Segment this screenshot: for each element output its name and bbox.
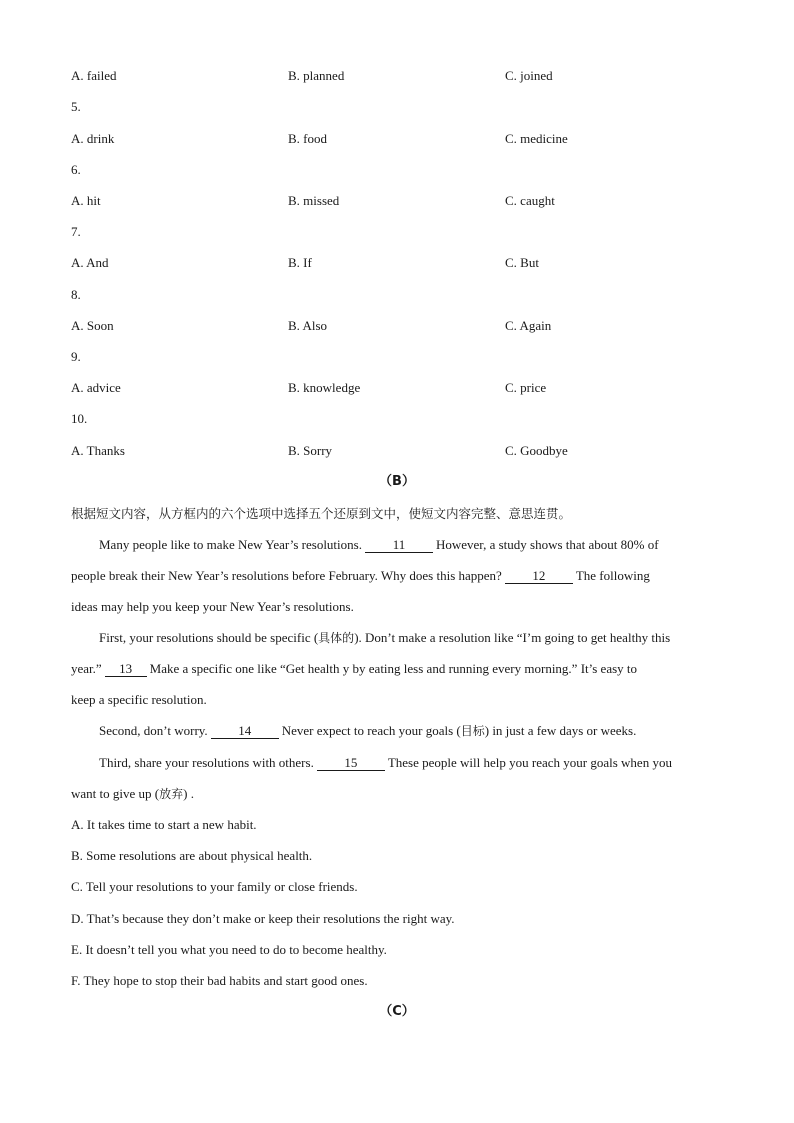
passage-text: First, your resolutions should be specific ( — [99, 630, 319, 645]
choice-e: E. It doesn’t tell you what you need to do to become healthy. — [71, 942, 387, 957]
passage-line — [71, 784, 721, 804]
passage-line — [71, 566, 721, 586]
blank-14: 14 — [211, 723, 279, 739]
passage-line: keep a specific resolution. — [71, 692, 207, 707]
blank-12: 12 — [505, 568, 573, 584]
passage-text: However, a study shows that about 80% of — [435, 537, 659, 552]
option-c: C. price — [505, 380, 547, 395]
option-a: A. hit — [71, 193, 101, 208]
passage-line — [71, 659, 721, 679]
option-a: A. drink — [71, 131, 115, 146]
option-a: A. failed — [71, 68, 117, 83]
passage-text: people break their New Year’s resolutions before February. Why does this happen? — [71, 568, 502, 583]
option-b: B. knowledge — [288, 380, 361, 395]
option-c: C. Again — [505, 318, 552, 333]
option-c: C. But — [505, 255, 539, 270]
section-c-title: （C） — [379, 1004, 415, 1019]
passage-text: ). Don’t make a resolution like “I’m going to get healthy this — [354, 630, 671, 645]
options-row — [71, 316, 731, 336]
passage-text: year.” — [71, 661, 102, 676]
option-a: A. And — [71, 255, 109, 270]
chinese-gloss: 目标 — [460, 724, 485, 738]
options-row — [71, 378, 731, 398]
option-b: B. Also — [288, 318, 328, 333]
blank-11: 11 — [365, 537, 433, 553]
passage-text: These people will help you reach your goals when you — [387, 755, 672, 770]
options-row — [71, 129, 731, 149]
passage-text: The following — [575, 568, 650, 583]
options-row-q4 — [71, 66, 731, 86]
passage-line — [99, 721, 721, 741]
section-b-instruction: 根据短文内容，从方框内的六个选项中选择五个还原到文中，使短文内容完整、意思连贯。 — [71, 506, 572, 521]
question-number: 8. — [71, 287, 81, 302]
option-a: A. advice — [71, 380, 121, 395]
options-row — [71, 441, 731, 461]
passage-text: Many people like to make New Year’s resolutions. — [99, 537, 362, 552]
option-b: B. food — [288, 131, 327, 146]
options-row — [71, 191, 731, 211]
passage-line — [99, 628, 721, 648]
choice-d: D. That’s because they don’t make or keep their resolutions the right way. — [71, 911, 455, 926]
option-c: C. joined — [505, 68, 553, 83]
passage-text: Third, share your resolutions with others. — [99, 755, 314, 770]
passage-text: ) in just a few days or weeks. — [484, 723, 637, 738]
question-number: 10. — [71, 411, 88, 426]
passage-line: ideas may help you keep your New Year’s resolutions. — [71, 599, 354, 614]
chinese-gloss: 放弃 — [159, 787, 184, 801]
option-c: C. caught — [505, 193, 555, 208]
passage-text: Never expect to reach your goals ( — [281, 723, 461, 738]
question-number: 5. — [71, 99, 81, 114]
option-b: B. planned — [288, 68, 345, 83]
option-b: B. Sorry — [288, 443, 333, 458]
choice-f: F. They hope to stop their bad habits and start good ones. — [71, 973, 368, 988]
passage-text: Make a specific one like “Get health y by eating less and running every morning.” It’s easy to — [149, 661, 638, 676]
passage-text: ) . — [183, 786, 194, 801]
chinese-gloss: 具体的 — [318, 631, 355, 645]
passage-text: Second, don’t worry. — [99, 723, 208, 738]
question-number: 9. — [71, 349, 81, 364]
option-a: A. Soon — [71, 318, 114, 333]
choice-c: C. Tell your resolutions to your family or close friends. — [71, 879, 358, 894]
choice-b: B. Some resolutions are about physical health. — [71, 848, 313, 863]
passage-line — [99, 535, 721, 555]
passage-line — [99, 753, 721, 773]
question-number: 7. — [71, 224, 81, 239]
option-c: C. Goodbye — [505, 443, 568, 458]
blank-15: 15 — [317, 755, 385, 771]
option-b: B. missed — [288, 193, 340, 208]
section-b-title: （B） — [379, 474, 415, 489]
option-a: A. Thanks — [71, 443, 125, 458]
passage-text: want to give up ( — [71, 786, 160, 801]
blank-13: 13 — [105, 661, 147, 677]
choice-a: A. It takes time to start a new habit. — [71, 817, 257, 832]
question-number: 6. — [71, 162, 81, 177]
options-row — [71, 253, 731, 273]
option-c: C. medicine — [505, 131, 568, 146]
option-b: B. If — [288, 255, 312, 270]
